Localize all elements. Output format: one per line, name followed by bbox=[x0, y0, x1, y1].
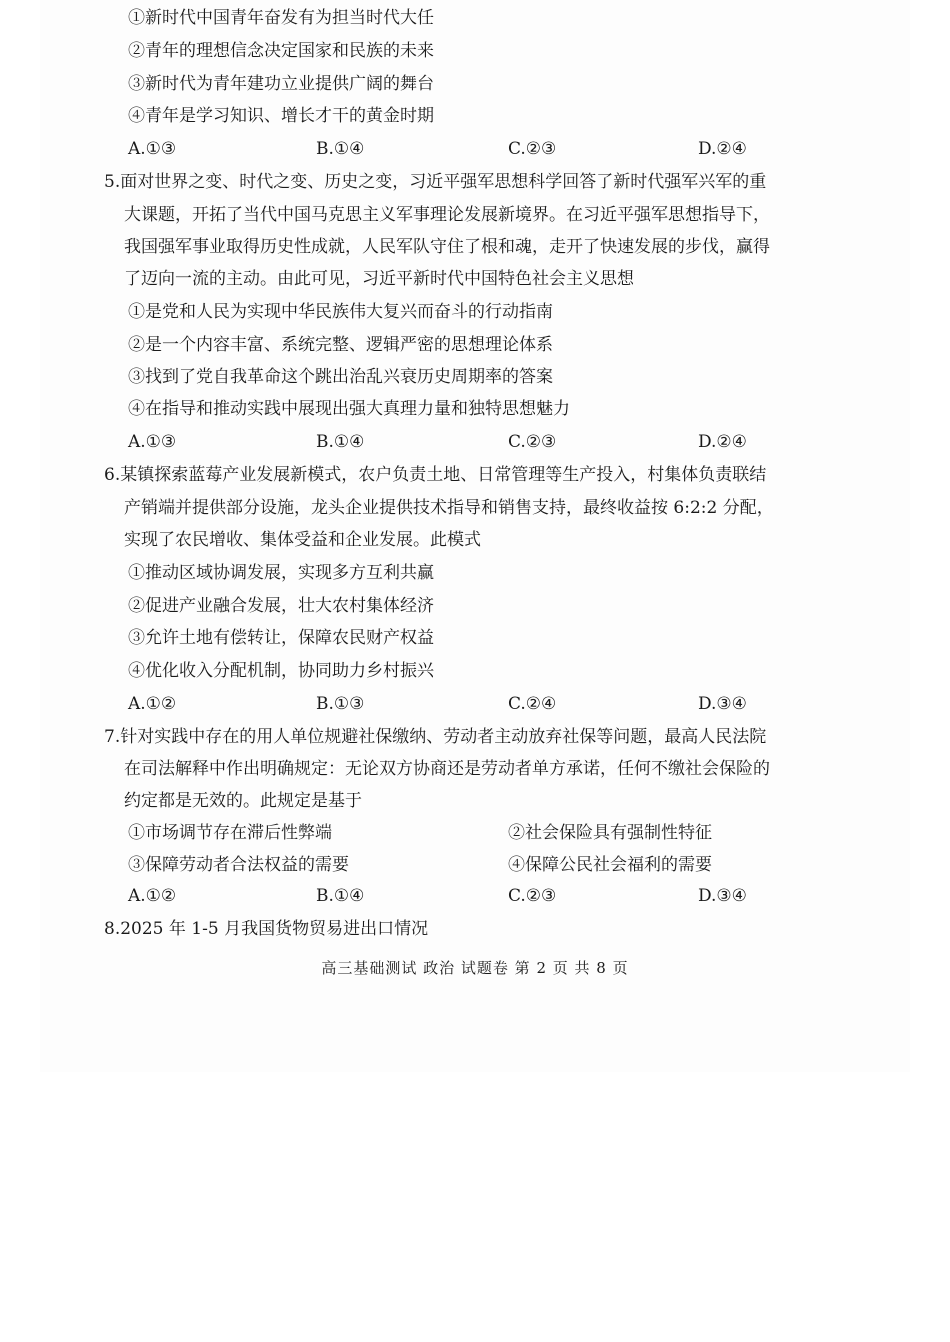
page-footer: 高三基础测试 政治 试题卷 第 2 页 共 8 页 bbox=[321, 959, 629, 977]
q7-statements-row-2 bbox=[128, 854, 828, 876]
q7-stem-line-2: 在司法解释中作出明确规定：无论双方协商还是劳动者单方承诺，任何不缴社会保险的 bbox=[124, 759, 770, 779]
q5-stem-line-3: 我国强军事业取得历史性成就，人民军队守住了根和魂，走开了快速发展的步伐，赢得 bbox=[124, 237, 770, 257]
q6-stem-line-3: 实现了农民增收、集体受益和企业发展。此模式 bbox=[124, 530, 481, 550]
q7-statement-1: ①市场调节存在滞后性弊端 bbox=[128, 823, 332, 843]
q7-choice-c: C.②③ bbox=[508, 886, 557, 906]
q7-statement-4: ④保障公民社会福利的需要 bbox=[508, 855, 712, 875]
q6-choice-d: D.③④ bbox=[698, 694, 747, 714]
q5-stem-line-4: 了迈向一流的主动。由此可见，习近平新时代中国特色社会主义思想 bbox=[124, 269, 634, 289]
q6-stem-line-2: 产销端并提供部分设施，龙头企业提供技术指导和销售支持，最终收益按 6:2:2 分配， bbox=[124, 498, 774, 518]
q4-choice-d: D.②④ bbox=[698, 139, 747, 159]
q4-statement-3: ③新时代为青年建功立业提供广阔的舞台 bbox=[128, 74, 434, 94]
q5-choices bbox=[128, 431, 828, 453]
q4-choices bbox=[128, 138, 828, 160]
q6-choice-a: A.①② bbox=[128, 694, 177, 714]
q6-statement-4: ④优化收入分配机制，协同助力乡村振兴 bbox=[128, 661, 434, 681]
q6-statement-3: ③允许土地有偿转让，保障农民财产权益 bbox=[128, 628, 434, 648]
q7-choice-d: D.③④ bbox=[698, 886, 747, 906]
q6-choice-c: C.②④ bbox=[508, 694, 557, 714]
q6-stem-line-1: 6.某镇探索蓝莓产业发展新模式，农户负责土地、日常管理等生产投入，村集体负责联结 bbox=[104, 465, 767, 485]
q6-statement-2: ②促进产业融合发展，壮大农村集体经济 bbox=[128, 596, 434, 616]
q7-statement-3: ③保障劳动者合法权益的需要 bbox=[128, 855, 349, 875]
q7-choice-a: A.①② bbox=[128, 886, 177, 906]
q7-stem-line-1: 7.针对实践中存在的用人单位规避社保缴纳、劳动者主动放弃社保等问题，最高人民法院 bbox=[104, 727, 767, 747]
q5-stem-line-2: 大课题，开拓了当代中国马克思主义军事理论发展新境界。在习近平强军思想指导下， bbox=[124, 205, 770, 225]
q5-choice-a: A.①③ bbox=[128, 432, 177, 452]
q5-statement-2: ②是一个内容丰富、系统完整、逻辑严密的思想理论体系 bbox=[128, 335, 553, 355]
q7-choices bbox=[128, 885, 828, 907]
q7-stem-line-3: 约定都是无效的。此规定是基于 bbox=[124, 791, 362, 811]
q4-statement-4: ④青年是学习知识、增长才干的黄金时期 bbox=[128, 106, 434, 126]
q5-choice-d: D.②④ bbox=[698, 432, 747, 452]
q4-statement-1: ①新时代中国青年奋发有为担当时代大任 bbox=[128, 8, 434, 28]
q5-statement-4: ④在指导和推动实践中展现出强大真理力量和独特思想魅力 bbox=[128, 399, 570, 419]
q8-stem-line-1: 8.2025 年 1-5 月我国货物贸易进出口情况 bbox=[104, 919, 429, 939]
q4-choice-b: B.①④ bbox=[316, 139, 365, 159]
q5-stem-line-1: 5.面对世界之变、时代之变、历史之变，习近平强军思想科学回答了新时代强军兴军的重 bbox=[104, 172, 767, 192]
q6-choices bbox=[128, 693, 828, 715]
q4-choice-c: C.②③ bbox=[508, 139, 557, 159]
q4-statement-2: ②青年的理想信念决定国家和民族的未来 bbox=[128, 41, 434, 61]
q6-statement-1: ①推动区域协调发展，实现多方互利共赢 bbox=[128, 563, 434, 583]
q7-choice-b: B.①④ bbox=[316, 886, 365, 906]
q4-choice-a: A.①③ bbox=[128, 139, 177, 159]
q5-choice-b: B.①④ bbox=[316, 432, 365, 452]
q6-choice-b: B.①③ bbox=[316, 694, 365, 714]
q5-statement-1: ①是党和人民为实现中华民族伟大复兴而奋斗的行动指南 bbox=[128, 302, 553, 322]
q5-choice-c: C.②③ bbox=[508, 432, 557, 452]
q7-statements-row-1 bbox=[128, 822, 828, 844]
q5-statement-3: ③找到了党自我革命这个跳出治乱兴衰历史周期率的答案 bbox=[128, 367, 553, 387]
q7-statement-2: ②社会保险具有强制性特征 bbox=[508, 823, 712, 843]
